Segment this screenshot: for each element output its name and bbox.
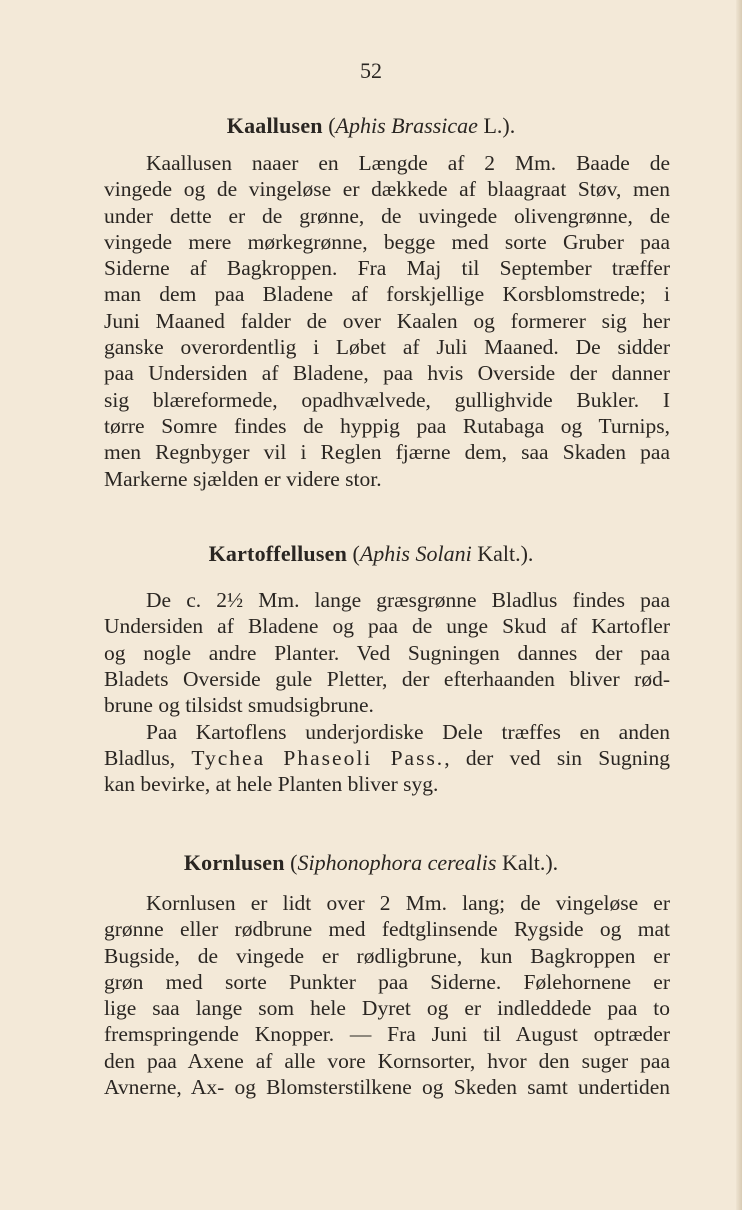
section-heading-kaallusen: Kaallusen (Aphis Brassicae L.). [226,113,516,138]
heading-scientific-name: Siphonophora cerealis [297,850,497,875]
page-edge [736,0,742,1210]
text-line: vingede og de vingeløse er dækkede af blaagraat Støv, men [104,177,670,202]
section-heading-kornlusen: Kornlusen (Siphonophora cerealis Kalt.). [183,850,559,875]
heading-author: L.). [477,113,516,138]
paragraph-kartoffellusen-2 [104,719,670,798]
text-line: men Regnbyger vil i Reglen fjærne dem, saa Skaden paa [104,440,670,465]
paragraph-kartoffellusen-1 [104,587,670,718]
heading-scientific-name: Aphis Brassicae [335,113,478,138]
heading-author: Kalt.). [471,541,534,566]
text-line: sig blæreformede, opadhvælvede, gullighvide Bukler. I [104,387,670,412]
section-heading-kartoffellusen: Kartoffellusen (Aphis Solani Kalt.). [208,541,534,566]
text-line: Bladlus, Tychea Phaseoli Pass., der ved sin Sugning [104,745,670,770]
species-name-spaced: Tychea Phaseoli Pass. [191,745,445,770]
text-line: Kaallusen naaer en Længde af 2 Mm. Baade de [146,151,670,175]
text-line: Avnerne, Ax- og Blomsterstilkene og Skeden samt undertiden [104,1075,670,1100]
page-number: 52 [360,58,382,83]
paragraph-kaallusen [104,150,670,492]
text-line: vingede mere mørkegrønne, begge med sorte Gruber paa [104,229,670,254]
text-line: man dem paa Bladene af forskjellige Korsblomstrede; i [104,282,670,307]
text-line: tørre Somre findes de hyppig paa Rutabaga og Turnips, [104,413,670,438]
text-line: Bladets Overside gule Pletter, der efterhaanden bliver rød- [104,666,670,691]
text-line: grøn med sorte Punkter paa Siderne. Følehornene er [104,969,670,994]
text-line: kan bevirke, at hele Planten bliver syg. [104,772,439,797]
heading-name: Kornlusen [183,850,285,875]
text-line: og nogle andre Planter. Ved Sugningen dannes der paa [104,640,670,665]
text-line: Bugside, de vingede er rødligbrune, kun Bagkroppen er [104,943,670,968]
paragraph-kornlusen [104,890,670,1100]
text-line: De c. 2½ Mm. lange græsgrønne Bladlus findes paa [146,588,670,612]
heading-author: Kalt.). [496,850,559,875]
text-line: paa Undersiden af Bladene, paa hvis Overside der danner [104,361,670,386]
text-line: fremspringende Knopper. — Fra Juni til August optræder [104,1022,670,1047]
text-line: Undersiden af Bladene og paa de unge Skud af Kartofler [104,614,670,639]
text-line: grønne eller rødbrune med fedtglinsende Rygside og mat [104,917,670,942]
text-line: Kornlusen er lidt over 2 Mm. lang; de vingeløse er [146,891,670,915]
text-line: lige saa lange som hele Dyret og er indleddede paa to [104,996,670,1021]
text-line: brune og tilsidst smudsigbrune. [104,693,374,718]
text-line: Paa Kartoflens underjordiske Dele træffes en anden [146,719,670,744]
text-line: Juni Maaned falder de over Kaalen og formerer sig her [104,308,670,333]
text-line: Siderne af Bagkroppen. Fra Maj til September træffer [104,256,670,281]
text-line: den paa Axene af alle vore Kornsorter, hvor den suger paa [104,1048,670,1073]
heading-name: Kartoffellusen [208,541,348,566]
text-line: ganske overordentlig i Løbet af Juli Maaned. De sidder [104,335,670,360]
text-line: Markerne sjælden er videre stor. [104,466,382,491]
text-line: under dette er de grønne, de uvingede olivengrønne, de [104,203,670,228]
heading-name: Kaallusen [226,113,323,138]
heading-scientific-name: Aphis Solani [359,541,472,566]
